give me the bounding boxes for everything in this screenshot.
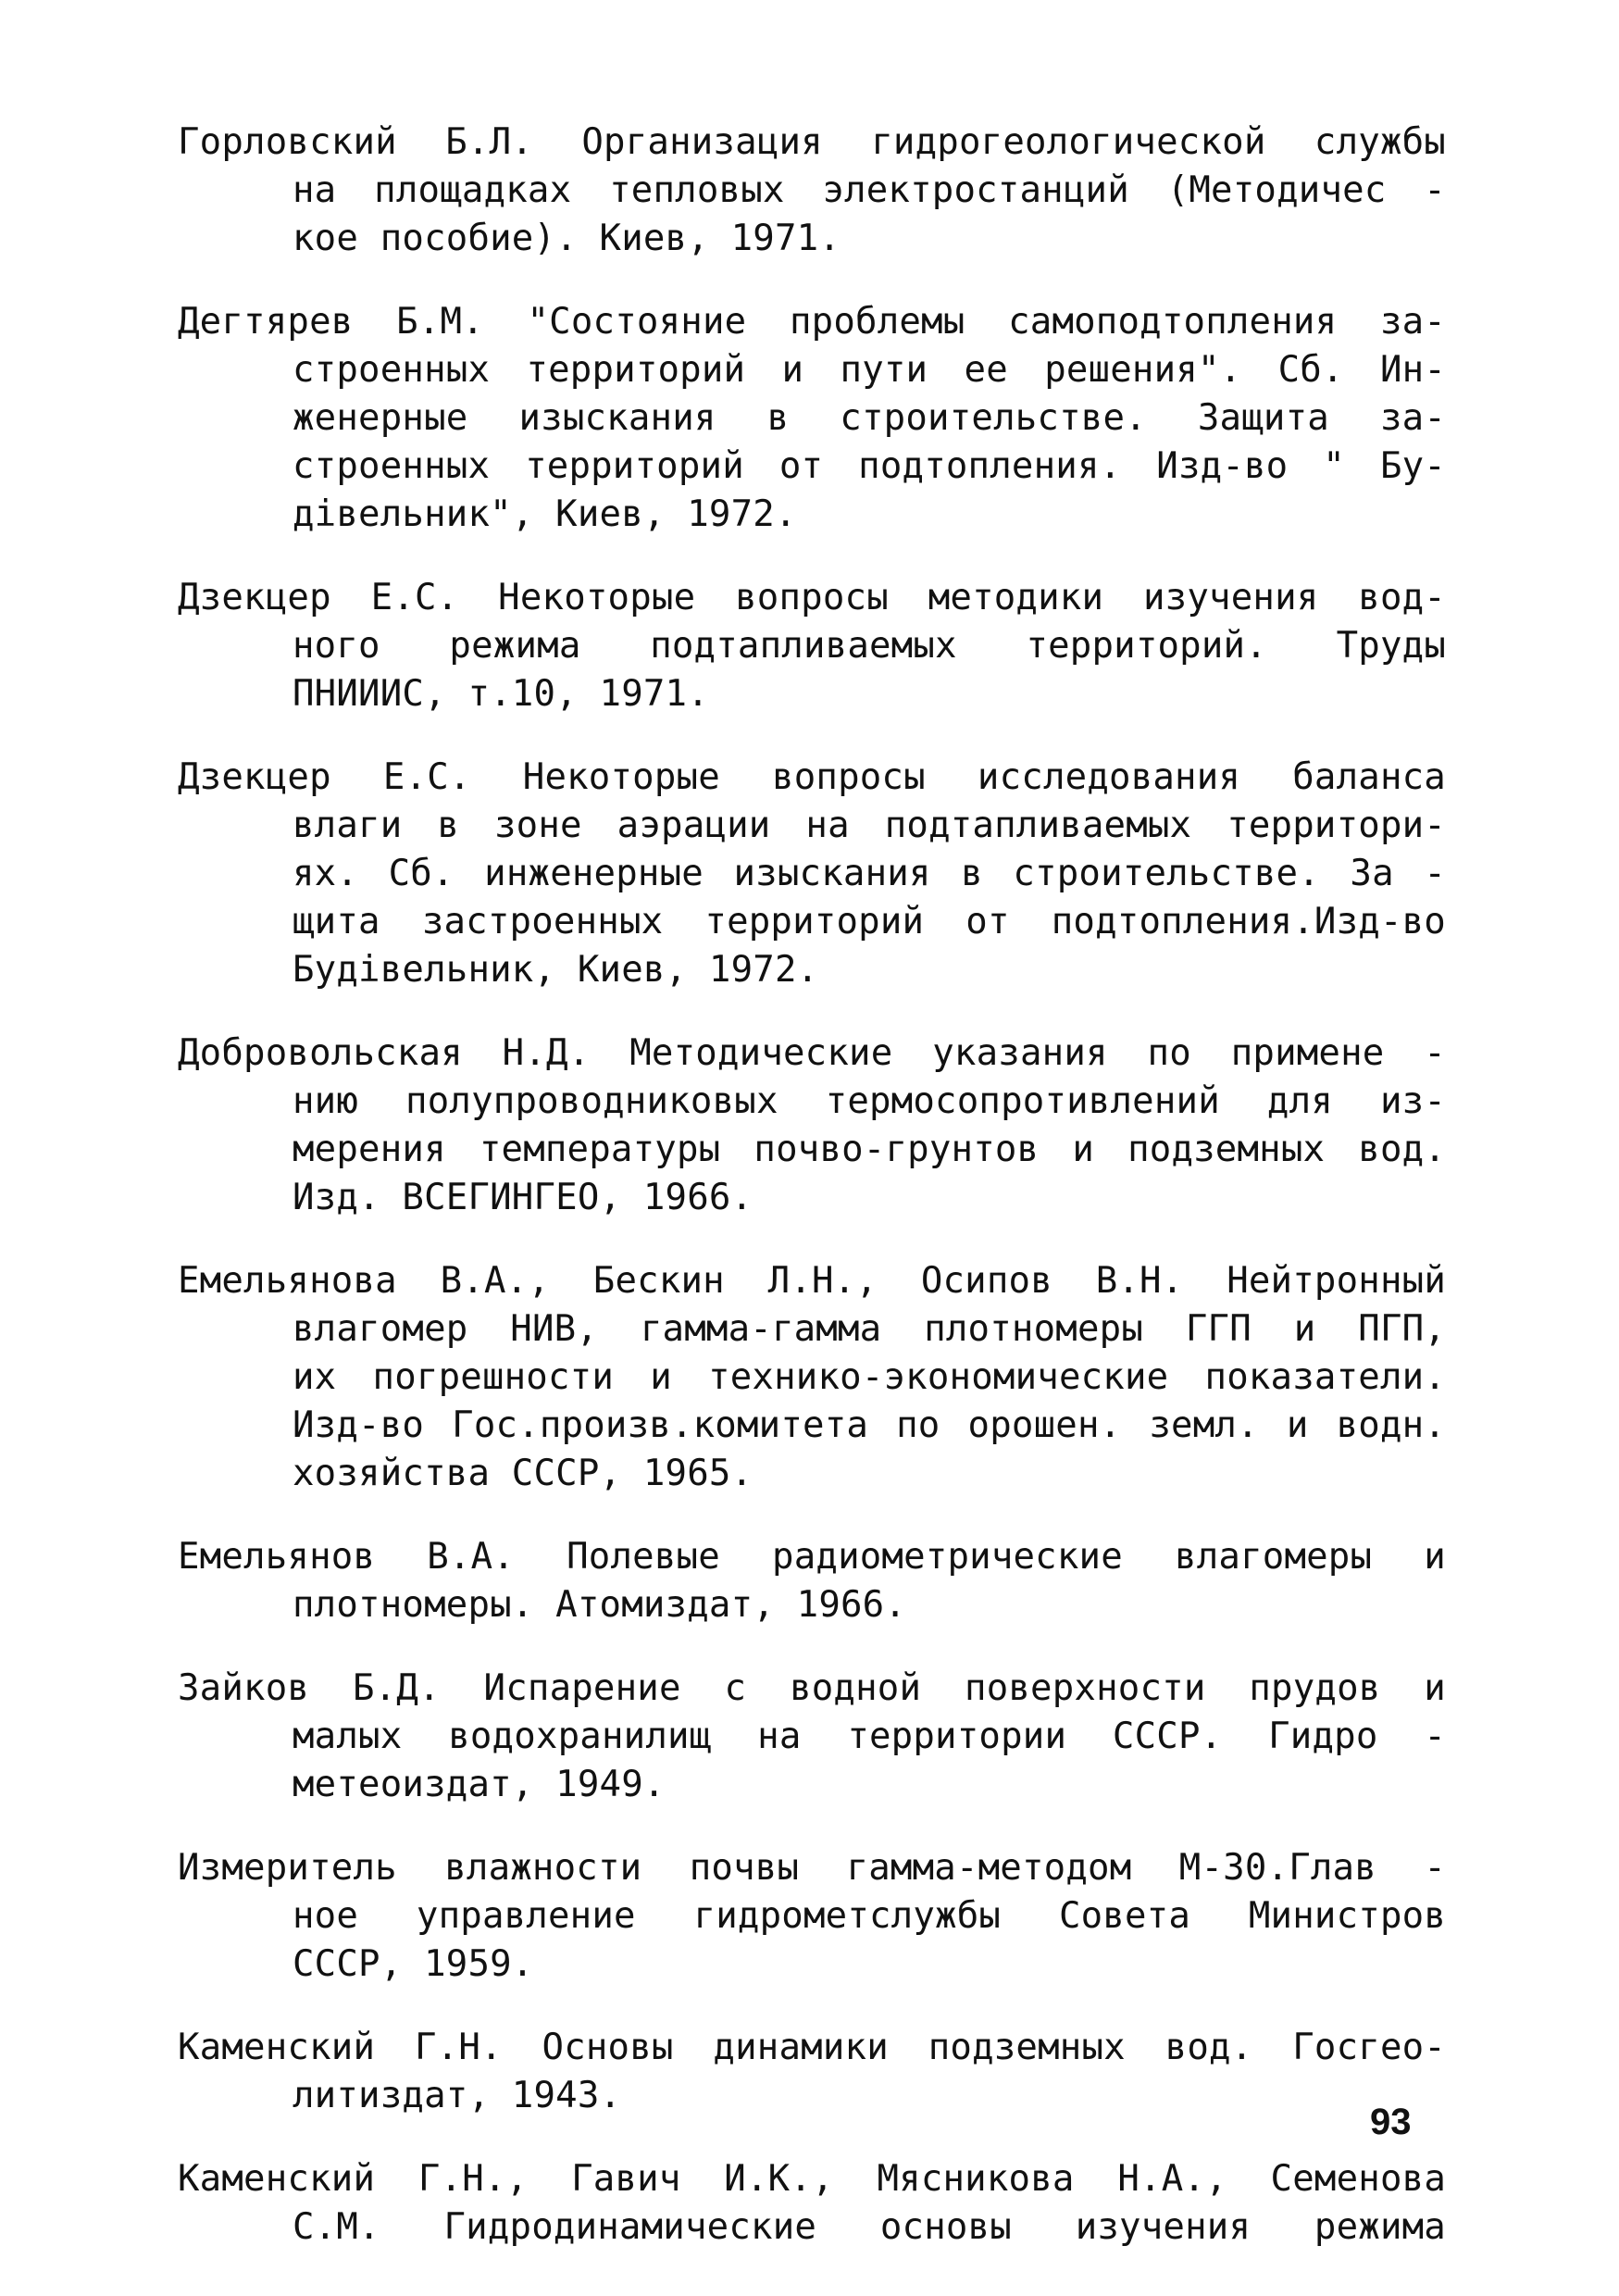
entry-line: Изд-во Гос.произв.комитета по орошен. земл. и водн.: [293, 1404, 1446, 1446]
entry-line: ПНИИИС, т.10, 1971.: [293, 673, 709, 715]
entry-line: Будiвельник, Киев, 1972.: [293, 949, 819, 991]
bibliography-entry: [178, 574, 1446, 718]
entry-line: ях. Сб. инженерные изыскания в строительстве. За -: [293, 853, 1446, 894]
entry-line: дiвельник", Киев, 1972.: [293, 493, 797, 535]
bibliography-entry: [178, 2024, 1446, 2120]
entry-line: нию полупроводниковых термосопротивлений для из-: [293, 1080, 1446, 1122]
bibliography-entry: [178, 1844, 1446, 1989]
entry-line: строенных территорий и пути ее решения". Сб. Ин-: [293, 349, 1446, 391]
bibliography-entry: [178, 1665, 1446, 1809]
entry-line: хозяйства СССР, 1965.: [293, 1453, 753, 1494]
entry-line: Каменский Г.Н. Основы динамики подземных вод. Госгео-: [178, 2027, 1446, 2068]
bibliography-entry: [178, 754, 1446, 994]
entry-line: ное управление гидрометслужбы Совета Министров: [293, 1895, 1446, 1937]
entry-line: Дзекцер Е.С. Некоторые вопросы исследования баланса: [178, 756, 1446, 798]
entry-line: на площадках тепловых электростанций (Методичес -: [293, 169, 1446, 211]
entry-line: литиздат, 1943.: [293, 2075, 622, 2116]
page-number: 93: [1370, 2102, 1412, 2142]
entry-line: женерные изыскания в строительстве. Защита за-: [293, 397, 1446, 439]
entry-line: влаги в зоне аэрации на подтапливаемых территори-: [293, 805, 1446, 846]
bibliography-entry: [178, 2155, 1446, 2252]
entry-line: Горловский Б.Л. Организация гидрогеологической службы: [178, 121, 1446, 163]
entry-line: Изд. ВСЕГИНГЕО, 1966.: [293, 1177, 753, 1218]
entry-line: мерения температуры почво-грунтов и подземных вод.: [293, 1129, 1446, 1170]
entry-line: их погрешности и технико-экономические показатели.: [293, 1356, 1446, 1398]
entry-line: Измеритель влажности почвы гамма-методом М-30.Глав -: [178, 1847, 1446, 1889]
entry-line: метеоиздат, 1949.: [293, 1764, 666, 1805]
bibliography-list: [178, 119, 1446, 2287]
entry-line: влагомер НИВ, гамма-гамма плотномеры ГГП и ПГП,: [293, 1308, 1446, 1350]
bibliography-entry: [178, 119, 1446, 263]
entry-line: малых водохранилищ на территории СССР. Гидро -: [293, 1716, 1446, 1757]
bibliography-entry: [178, 1533, 1446, 1629]
bibliography-entry: [178, 1257, 1446, 1498]
entry-line: Емельянов В.А. Полевые радиометрические влагомеры и: [178, 1536, 1446, 1578]
entry-line: С.М. Гидродинамические основы изучения режима: [293, 2206, 1446, 2248]
entry-line: Емельянова В.А., Бескин Л.Н., Осипов В.Н. Нейтронный: [178, 1260, 1446, 1302]
bibliography-entry: [178, 298, 1446, 539]
entry-line: плотномеры. Атомиздат, 1966.: [293, 1584, 907, 1626]
entry-line: Дзекцер Е.С. Некоторые вопросы методики изучения вод-: [178, 577, 1446, 618]
entry-line: ного режима подтапливаемых территорий. Труды: [293, 625, 1446, 667]
entry-line: Дегтярев Б.М. "Состояние проблемы самоподтопления за-: [178, 301, 1446, 343]
entry-line: Добровольская Н.Д. Методические указания по примене -: [178, 1032, 1446, 1074]
entry-line: кое пособие). Киев, 1971.: [293, 218, 841, 259]
entry-line: строенных территорий от подтопления. Изд-во " Бу-: [293, 445, 1446, 487]
entry-line: Каменский Г.Н., Гавич И.К., Мясникова Н.А., Семенова: [178, 2158, 1446, 2200]
entry-line: СССР, 1959.: [293, 1943, 534, 1985]
entry-line: щита застроенных территорий от подтопления.Изд-во: [293, 901, 1446, 942]
bibliography-entry: [178, 1029, 1446, 1222]
entry-line: Зайков Б.Д. Испарение с водной поверхности прудов и: [178, 1667, 1446, 1709]
